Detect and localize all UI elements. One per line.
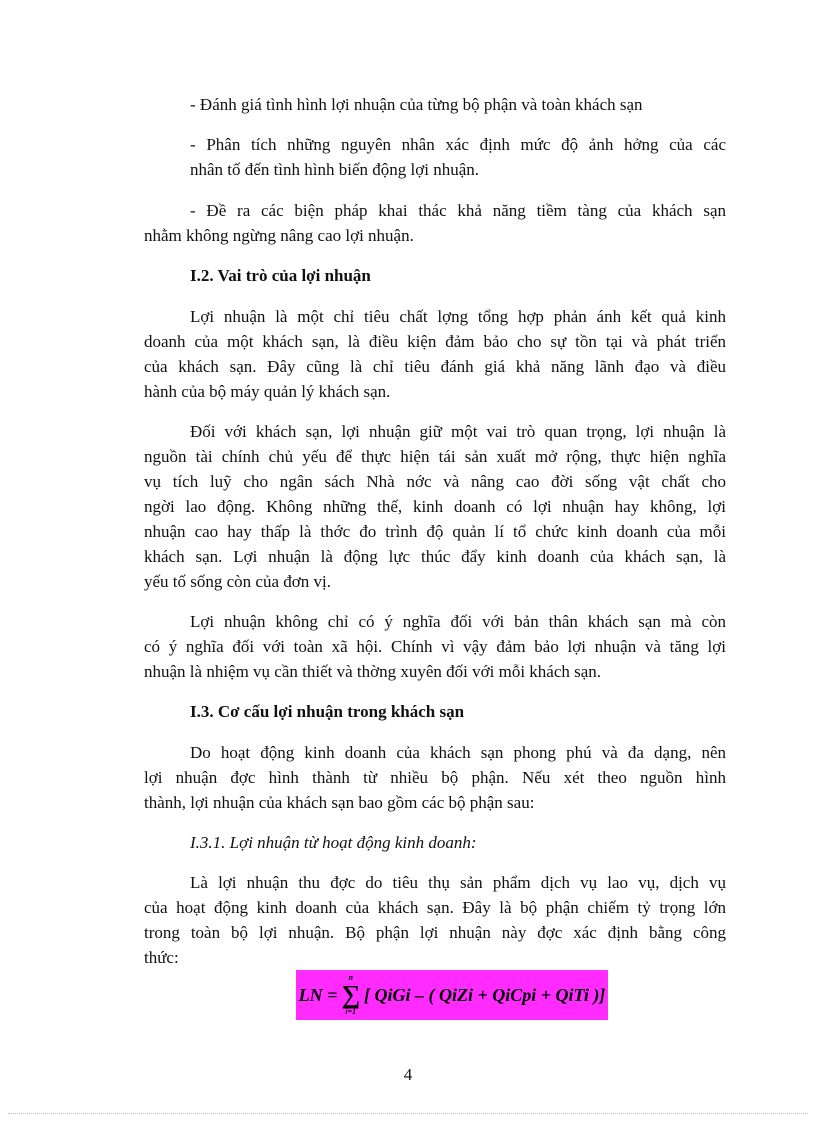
- paragraph-line: trong toàn bộ lợi nhuận. Bộ phận lợi nhuận này đợc xác định bằng công: [144, 923, 726, 942]
- sum-upper-limit: n: [348, 973, 353, 982]
- paragraph-line: của khách sạn. Đây cũng là chỉ tiêu đánh giá khả năng lãnh đạo và điều: [144, 357, 726, 376]
- paragraph-line: có ý nghĩa đối với toàn xã hội. Chính vì vậy đảm bảo lợi nhuận và tăng lợi: [144, 637, 726, 656]
- paragraph-line: vụ tích luỹ cho ngân sách Nhà nớc và nâng cao đời sống vật chất cho: [144, 472, 726, 491]
- paragraph-line: doanh của một khách sạn, là điều kiện đảm bảo cho sự tồn tại và phát triển: [144, 332, 726, 351]
- sigma-icon: ∑: [341, 980, 360, 1009]
- paragraph-line: nguồn tài chính chủ yếu để thực hiện tái sản xuất mở rộng, thực hiện nghĩa: [144, 447, 726, 466]
- paragraph-line: lợi nhuận đợc hình thành từ nhiều bộ phận. Nếu xét theo nguồn hình: [144, 768, 726, 787]
- profit-formula: [296, 970, 608, 1020]
- formula-lhs: LN =: [298, 984, 338, 1005]
- paragraph-line: Do hoạt động kinh doanh của khách sạn phong phú và đa dạng, nên: [190, 743, 726, 762]
- subsection-heading: I.3.1. Lợi nhuận từ hoạt động kinh doanh:: [190, 833, 477, 852]
- section-heading: I.3. Cơ cấu lợi nhuận trong khách sạn: [190, 702, 465, 721]
- paragraph-line: hành của bộ máy quản lý khách sạn.: [144, 382, 391, 401]
- paragraph-line: Lợi nhuận không chỉ có ý nghĩa đối với bản thân khách sạn mà còn: [190, 612, 726, 631]
- sum-lower-limit: i=1: [345, 1007, 357, 1016]
- paragraph-line: của hoạt động kinh doanh của khách sạn. Đây là bộ phận chiếm tỷ trọng lớn: [144, 898, 726, 917]
- paragraph-line: thành, lợi nhuận của khách sạn bao gồm các bộ phận sau:: [144, 793, 535, 812]
- paragraph-line: khách sạn. Lợi nhuận là động lực thúc đẩy kinh doanh của khách sạn, là: [144, 547, 726, 566]
- bullet-line: - Đề ra các biện pháp khai thác khả năng tiềm tàng của khách sạn: [190, 201, 726, 220]
- paragraph-line: Đối với khách sạn, lợi nhuận giữ một vai trò quan trọng, lợi nhuận là: [190, 422, 726, 441]
- paragraph-line: ngời lao động. Không những thế, kinh doanh có lợi nhuận hay không, lợi: [144, 497, 726, 516]
- paragraph-line: thức:: [144, 948, 179, 967]
- paragraph-line: Lợi nhuận là một chỉ tiêu chất lợng tổng hợp phản ánh kết quả kinh: [190, 307, 726, 326]
- summation-symbol: [341, 974, 360, 1016]
- paragraph-line: nhuận cao hay thấp là thớc đo trình độ quản lí tổ chức kinh doanh của mỗi: [144, 522, 726, 541]
- paragraph-line: Là lợi nhuận thu đợc do tiêu thụ sản phẩm dịch vụ lao vụ, dịch vụ: [190, 873, 726, 892]
- formula-body: [ QiGi – ( QiZi + QiCpi + QiTi )]: [363, 984, 606, 1005]
- paragraph-line: nhuận là nhiệm vụ cần thiết và thờng xuyên đối với mỗi khách sạn.: [144, 662, 602, 681]
- bullet-line: - Phân tích những nguyên nhân xác định mức độ ảnh hởng của các: [190, 135, 726, 154]
- page-number: 4: [403, 1065, 413, 1084]
- bullet-line-cont: nhân tố đến tình hình biến động lợi nhuận.: [190, 160, 479, 179]
- bullet-line-cont: nhằm không ngừng nâng cao lợi nhuận.: [144, 226, 414, 245]
- bullet-line: - Đánh giá tình hình lợi nhuận của từng bộ phận và toàn khách sạn: [190, 95, 643, 114]
- paragraph-line: yếu tố sống còn của đơn vị.: [144, 572, 331, 591]
- page-bottom-divider: [8, 1113, 808, 1114]
- section-heading: I.2. Vai trò của lợi nhuận: [190, 266, 371, 285]
